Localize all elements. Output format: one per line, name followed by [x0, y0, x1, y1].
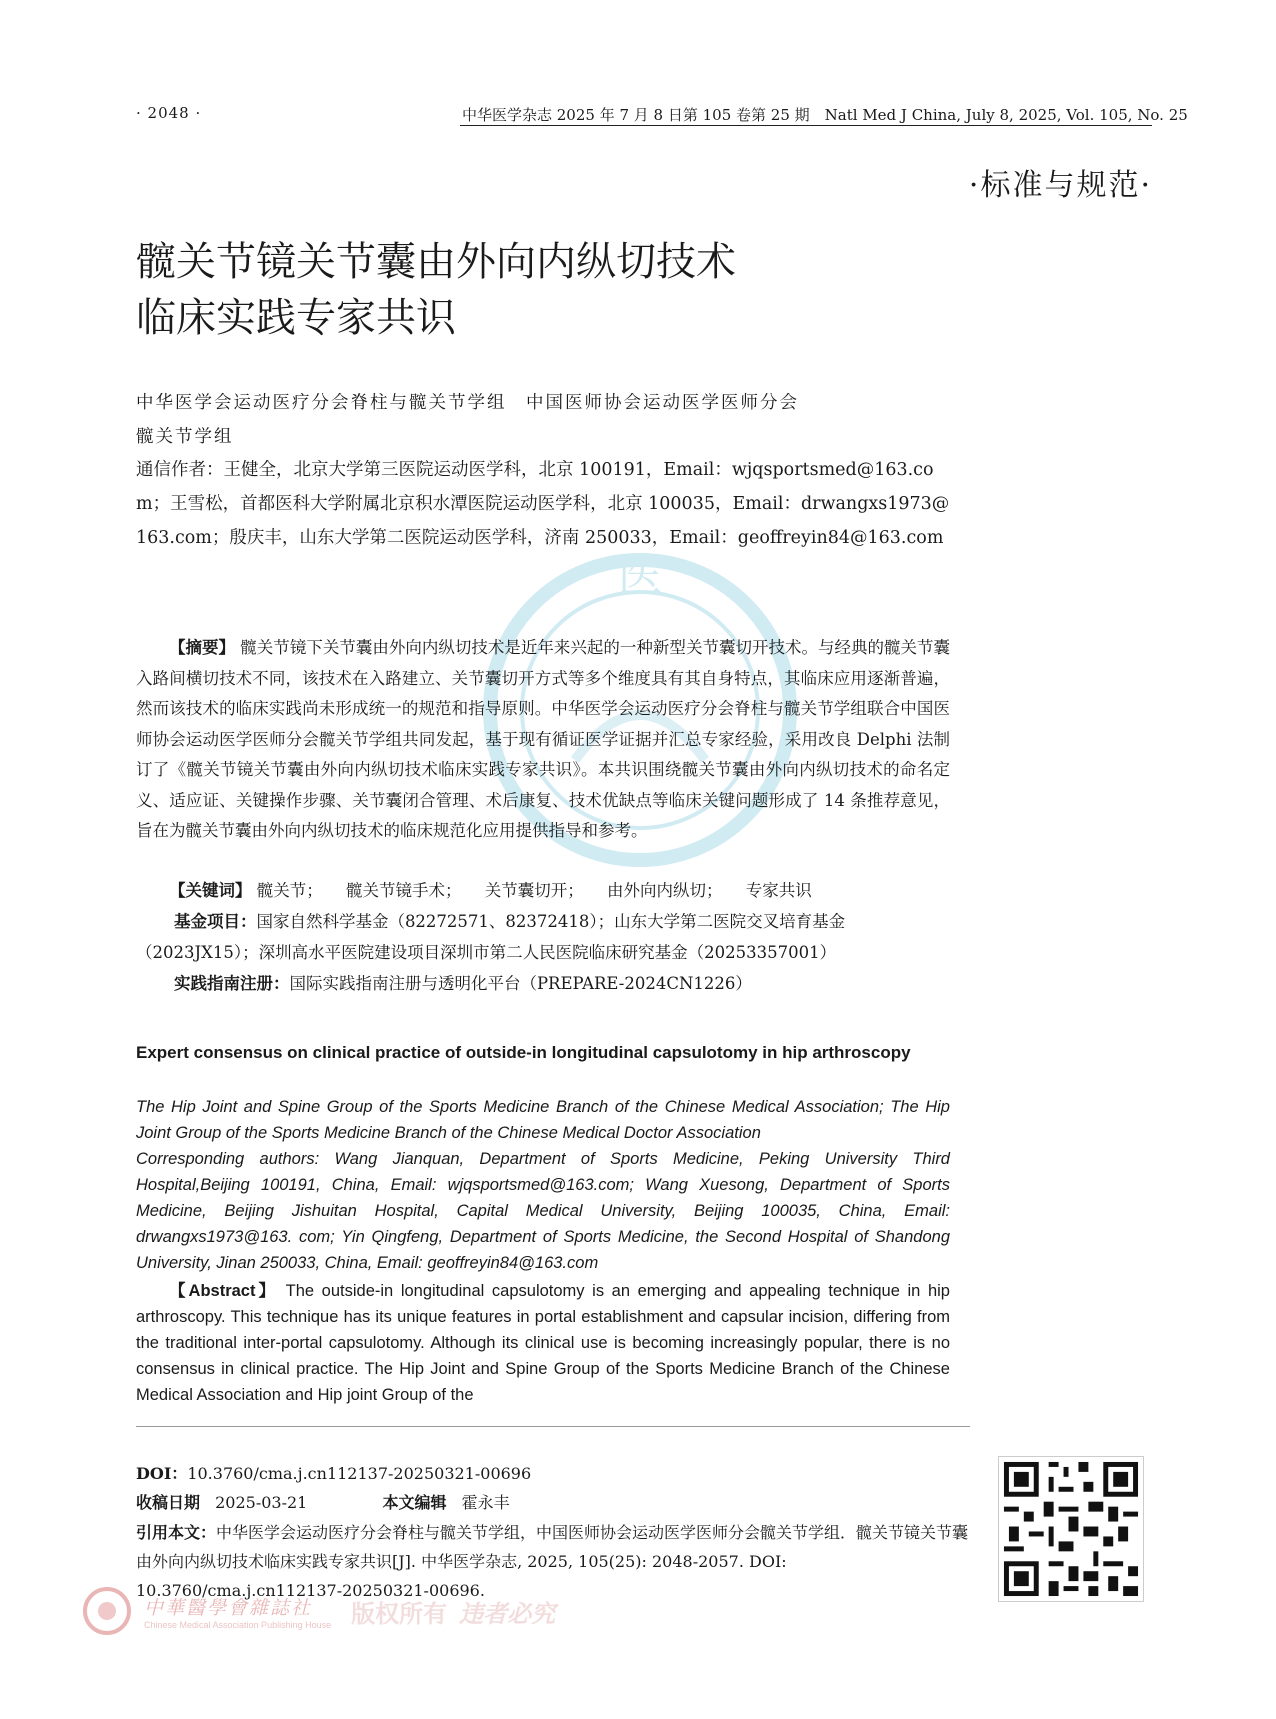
publisher-slogan-2: 违者必究: [459, 1598, 556, 1628]
author-groups: [136, 386, 950, 454]
guideline-registration: [136, 969, 950, 1000]
registration-label: 实践指南注册：: [173, 974, 290, 993]
page-number: · 2048 ·: [136, 104, 202, 122]
cite-label: 引用本文：: [136, 1523, 217, 1542]
publisher-slogan-1: 版权所有: [351, 1598, 448, 1628]
seal-center-char: 医: [618, 550, 662, 601]
funding: [136, 907, 950, 968]
corresponding-authors: 通信作者：王健全，北京大学第三医院运动医学科，北京 100191，Email：wjqsportsmed@163.com；王雪松，首都医科大学附属北京积水潭医院运动医学科，北京 100035，Email：drwangxs1973@163.com；殷庆丰，山东大学第二医院运动医学科，济南 250033，Email：geoffreyin84@163.com: [136, 460, 950, 548]
publisher-name-cn: 中華醫學會雜誌社: [144, 1596, 313, 1619]
english-groups: The Hip Joint and Spine Group of the Sports Medicine Branch of the Chinese Medical Association; The Hip Joint Group of the Sports Medicine Branch of the Chinese Medical Doctor Association: [136, 1098, 950, 1142]
title-line-1: 髋关节镜关节囊由外向内纵切技术: [136, 239, 736, 285]
cite-text: 中华医学会运动医疗分会脊柱与髋关节学组，中国医师协会运动医学医师分会髋关节学组．髋关节镜关节囊由外向内纵切技术临床实践专家共识[J]. 中华医学杂志, 2025, 105(25): 2048-2057. DOI: 10.3760/cma.j.cn112137-20250321-00696.: [136, 1523, 969, 1600]
article-title: [136, 234, 1036, 346]
title-line-2: 临床实践专家共识: [136, 295, 456, 341]
journal-running-head: 中华医学杂志 2025 年 7 月 8 日第 105 卷第 25 期 Natl Med J China, July 8, 2025, Vol. 105, No. 25: [462, 106, 1188, 124]
abstract-cn-label: 【摘要】: [169, 638, 236, 657]
author-line-1: 中华医学会运动医疗分会脊柱与髋关节学组 中国医师协会运动医学医师分会: [136, 393, 799, 413]
doi-line: [136, 1459, 970, 1488]
funding-text: 国家自然科学基金（82272571、82372418）；山东大学第二医院交叉培育基金（2023JX15）；深圳高水平医院建设项目深圳市第二人民医院临床研究基金（20253357001）: [136, 912, 846, 962]
english-authors: [136, 1094, 950, 1276]
received-line: [136, 1488, 970, 1517]
keyword-item: 髋关节；: [256, 881, 323, 900]
abstract-cn-text: 髋关节镜下关节囊由外向内纵切技术是近年来兴起的一种新型关节囊切开技术。与经典的髋关节囊入路间横切技术不同，该技术在入路建立、关节囊切开方式等多个维度具有其自身特点，其临床应用逐渐普遍，然而该技术的临床实践尚未形成统一的规范和指导原则。中华医学会运动医疗分会脊柱与髋关节学组联合中国医师协会运动医学医师分会髋关节学组共同发起，基于现有循证医学证据并汇总专家经验，采用改良 Delphi 法制订了《髋关节镜关节囊由外向内纵切技术临床实践专家共识》。本共识围绕髋关节囊由外向内纵切技术的命名定义、适应证、关键操作步骤、关节囊闭合管理、术后康复、技术优缺点等临床关键问题形成了 14 条推荐意见，旨在为髋关节囊由外向内纵切技术的临床规范化应用提供指导和参考。: [136, 638, 951, 840]
english-abstract-text: The outside-in longitudinal capsulotomy is an emerging and appealing technique in hip arthroscopy. This technique has its unique features in portal establishment and capsular incision, differing from the traditional inter-portal capsulotomy. Although its clinical use is becoming increasingly popular, there is no consensus in clinical practice. The Hip Joint and Spine Group of the Sports Medicine Branch of the Chinese Medical Association and Hip joint Group of the: [136, 1282, 950, 1404]
publisher-watermark: [82, 1586, 555, 1636]
english-corresponding: Corresponding authors: Wang Jianquan, Department of Sports Medicine, Peking University Third Hospital,Beijing 100191, China, Email: wjqsportsmed@163.com; Wang Xuesong, Department of Sports Medicine, Beijing Jishuitan Hospital, Capital Medical University, Beijing 100035, China, Email: drwangxs1973@163. com; Yin Qingfeng, Department of Sports Medicine, the Second Hospital of Shandong University, Jinan 250033, China, Email: geoffreyin84@163.com: [136, 1150, 950, 1272]
qr-code[interactable]: [998, 1456, 1144, 1602]
publisher-name-en: Chinese Medical Association Publishing House: [144, 1619, 332, 1630]
footer-rule: [136, 1426, 970, 1427]
publisher-logo-icon: [82, 1586, 132, 1636]
received-date: 2025-03-21: [215, 1493, 308, 1512]
received-label: 收稿日期: [136, 1493, 201, 1512]
keywords: [136, 876, 950, 907]
english-abstract: [136, 1278, 950, 1408]
section-tag: ·标准与规范·: [968, 168, 1152, 203]
author-line-2: 髋关节学组: [136, 427, 234, 447]
keywords-label: 【关键词】: [169, 881, 252, 900]
header-rule: [460, 125, 1152, 126]
editor-label: 本文编辑: [382, 1493, 447, 1512]
english-title: Expert consensus on clinical practice of outside-in longitudinal capsulotomy in hip arthroscopy: [136, 1043, 911, 1062]
keyword-item: 关节囊切开；: [484, 881, 584, 900]
abstract-cn: [136, 633, 950, 847]
keyword-item: 由外向内纵切；: [607, 881, 723, 900]
doi-label: DOI：: [136, 1464, 188, 1483]
english-abstract-label: 【Abstract】: [169, 1282, 279, 1300]
keyword-item: 髋关节镜手术；: [346, 881, 462, 900]
keyword-item: 专家共识: [745, 881, 812, 900]
registration-text: 国际实践指南注册与透明化平台（PREPARE-2024CN1226）: [289, 974, 752, 993]
funding-label: 基金项目：: [173, 912, 257, 931]
doi-value: 10.3760/cma.j.cn112137-20250321-00696: [187, 1464, 532, 1483]
publisher-name: [144, 1593, 331, 1630]
editor-name: 霍永丰: [461, 1493, 510, 1512]
